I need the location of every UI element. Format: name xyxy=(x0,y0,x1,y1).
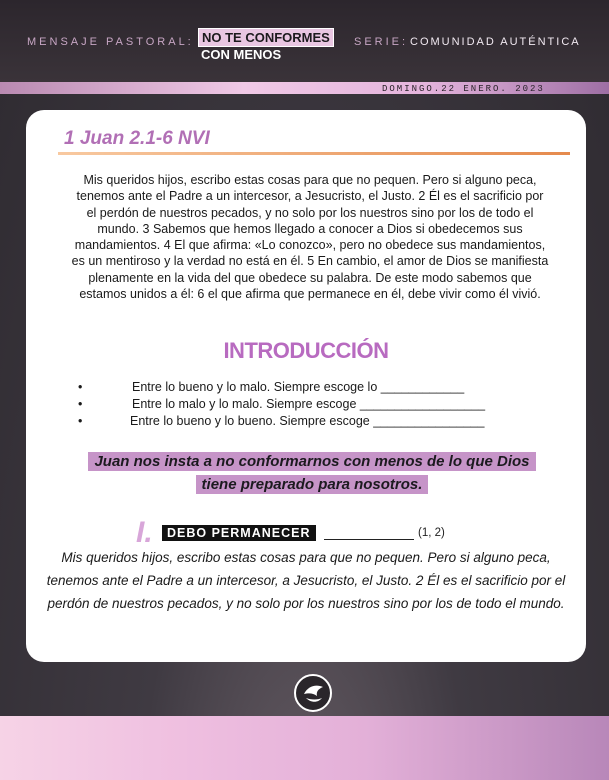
list-item xyxy=(76,380,556,397)
church-logo-icon xyxy=(294,674,332,712)
dove-icon xyxy=(296,676,330,710)
title-line-2: CON MENOS xyxy=(201,47,282,62)
highlight-callout xyxy=(82,450,542,496)
fill-in-blank-line xyxy=(324,539,414,540)
series-label: SERIE: xyxy=(354,36,409,48)
series-value: COMUNIDAD AUTÉNTICA xyxy=(410,36,581,48)
callout-text: Juan nos insta a no conformarnos con menos de lo que Dios tiene preparado para nosotros. xyxy=(88,452,535,494)
reference-underline xyxy=(58,152,570,155)
intro-bullet-list xyxy=(76,380,556,431)
title-line-1: NO TE CONFORMES xyxy=(198,28,334,47)
service-date: DOMINGO.22 ENERO. 2023 xyxy=(382,84,545,94)
intro-heading: INTRODUCCIÓN xyxy=(223,338,389,363)
section-passage: Mis queridos hijos, escribo estas cosas para que no pequen. Pero si alguno peca, tenemos ante el Padre a un intercesor, a Jesucristo, el Justo. 2 Él es el sacrificio por el perdón de nuestros pecados, y no solo por los nuestros sino por los de todo el mundo. xyxy=(46,550,566,611)
list-item xyxy=(76,397,556,414)
scripture-passage: Mis queridos hijos, escribo estas cosas para que no pequen. Pero si alguno peca, tenemos ante el Padre a un intercesor, a Jesucristo, el Justo. 2 Él es el sacrificio por el perdón de nuestros pecados, y no solo por los nuestros sino por los de todo el mundo. 3 Sabemos que hemos llegado a conocer a Dios si obedecemos sus mandamientos. 4 El que afirma: «Lo conozco», pero no obedece sus mandamientos, es un mentiroso y la verdad no está en él. 5 En cambio, el amor de Dios se manifiesta plenamente en la vida del que obedece su palabra. De este modo sabemos que estamos unidos a él: 6 el que afirma que permanece en él, debe vivir como él vivió. xyxy=(71,173,549,302)
bullet-text: Entre lo malo y lo malo. Siempre escoge __________________ xyxy=(132,397,486,411)
section-numeral: I. xyxy=(136,516,153,549)
pastoral-label: MENSAJE PASTORAL: xyxy=(27,36,194,48)
bullet-text: Entre lo bueno y lo bueno. Siempre escoge ________________ xyxy=(130,414,485,428)
bullet-dot: • xyxy=(78,414,83,428)
bullet-text: Entre lo bueno y lo malo. Siempre escoge lo ____________ xyxy=(132,380,465,394)
footer-gradient-bar xyxy=(0,716,609,780)
bullet-dot: • xyxy=(78,380,83,394)
section-heading xyxy=(136,516,556,549)
section-verse-ref: (1, 2) xyxy=(418,527,445,539)
message-title xyxy=(198,28,334,63)
list-item xyxy=(76,414,556,431)
bullet-dot: • xyxy=(78,397,83,411)
sermon-card xyxy=(26,110,586,662)
section-title: DEBO PERMANECER xyxy=(162,525,316,541)
scripture-reference: 1 Juan 2.1-6 NVI xyxy=(64,128,210,149)
